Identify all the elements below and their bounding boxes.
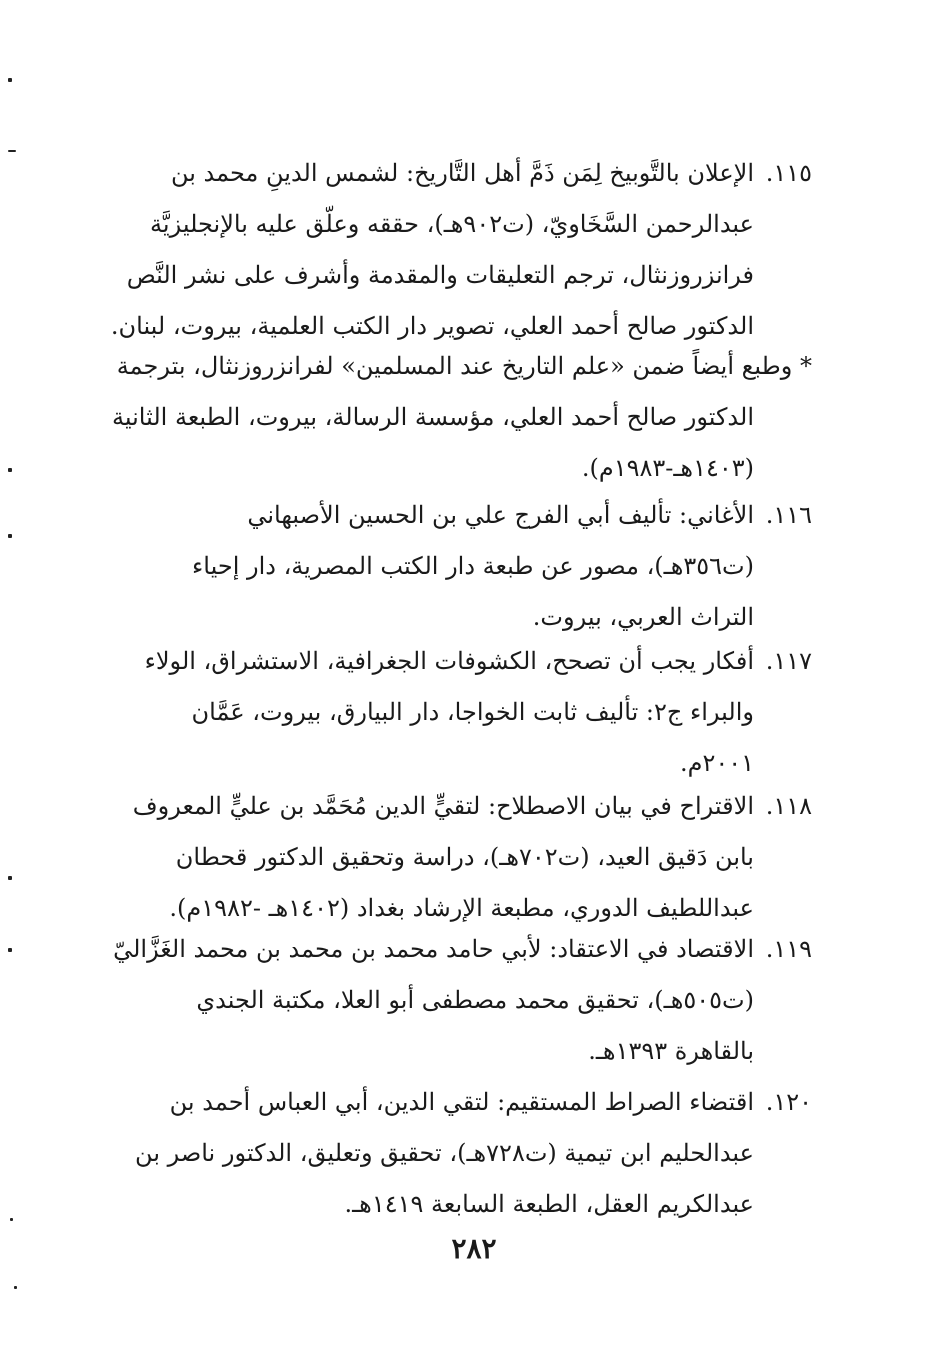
entry-line: أفكار يجب أن تصحح، الكشوفات الجغرافية، الاستشراق، الولاء — [144, 647, 754, 675]
entry-line: (ت٣٥٦هـ)، مصور عن طبعة دار الكتب المصرية، دار إحياء — [192, 552, 754, 580]
note-line: (١٤٠٣هـ-١٩٨٣م). — [581, 454, 754, 482]
entry-line: الاقتراح في بيان الاصطلاح: لتقيٍّ الدين مُحَمَّد بن عليٍّ المعروف — [132, 792, 754, 820]
entry-line: بالقاهرة ١٣٩٣هـ. — [588, 1037, 754, 1065]
note-line: * وطبع أيضاً ضمن «علم التاريخ عند المسلمين» لفرانزروزنثال، بترجمة — [116, 352, 812, 380]
entry-line: اقتضاء الصراط المستقيم: لتقي الدين، أبي العباس أحمد بن — [169, 1088, 754, 1116]
entry-line: فرانزروزنثال، ترجم التعليقات والمقدمة وأشرف على نشر النَّص — [126, 261, 754, 289]
scan-speck — [8, 150, 16, 152]
scan-speck — [8, 876, 12, 880]
entry-line: بابن دَقيق العيد، (ت٧٠٢هـ)، دراسة وتحقيق الدكتور قحطان — [175, 843, 754, 871]
bibliography-entry-119 — [108, 924, 812, 1077]
note-line: الدكتور صالح أحمد العلي، مؤسسة الرسالة، بيروت، الطبعة الثانية — [112, 403, 754, 431]
bibliography-entry-120 — [108, 1077, 812, 1230]
entry-number: ١١٦. — [765, 501, 812, 529]
entry-number: ١٢٠. — [765, 1088, 812, 1116]
entry-line: ٢٠٠١م. — [679, 749, 754, 777]
entry-line: والبراء ج٢: تأليف ثابت الخواجا، دار البيارق، بيروت، عَمَّان — [191, 698, 754, 726]
scan-speck — [8, 534, 12, 538]
bibliography-entry-115 — [108, 148, 812, 352]
entry-line: عبدالحليم ابن تيمية (ت٧٢٨هـ)، تحقيق وتعليق، الدكتور ناصر بن — [135, 1139, 754, 1167]
entry-line: عبدالكريم العقل، الطبعة السابعة ١٤١٩هـ. — [344, 1190, 754, 1218]
entry-line: (ت٥٠٥هـ)، تحقيق محمد مصطفى أبو العلا، مكتبة الجندي — [196, 986, 754, 1014]
entry-line: عبدالرحمن السَّخَاويّ، (ت٩٠٢هـ)، حققه وعلّق عليه بالإنجليزيَّة — [150, 210, 754, 238]
entry-note — [108, 341, 812, 494]
entry-line: الإعلان بالتَّوبيخ لِمَن ذَمَّ أهل التَّاريخ: لشمس الدينِ محمد بن — [170, 159, 754, 187]
entry-number: ١١٩. — [765, 935, 812, 963]
entry-line: الدكتور صالح أحمد العلي، تصوير دار الكتب العلمية، بيروت، لبنان. — [110, 312, 754, 340]
scan-speck — [8, 468, 12, 472]
entry-number: ١١٨. — [765, 792, 812, 820]
scan-speck — [8, 948, 12, 952]
entry-line: عبداللطيف الدوري، مطبعة الإرشاد بغداد (١٤٠٢هـ -١٩٨٢م). — [169, 894, 754, 922]
entry-line: الاقتصاد في الاعتقاد: لأبي حامد محمد بن محمد بن محمد الغَزَّاليّ — [113, 935, 754, 963]
scan-speck — [14, 1286, 17, 1289]
bibliography-entry-117 — [108, 636, 812, 789]
entry-number: ١١٥. — [765, 159, 812, 187]
scan-speck — [10, 1218, 13, 1221]
bibliography-entry-116 — [108, 490, 812, 643]
entry-line: التراث العربي، بيروت. — [532, 603, 754, 631]
scan-speck — [8, 78, 12, 82]
entry-line: الأغاني: تأليف أبي الفرج علي بن الحسين الأصبهاني — [247, 501, 754, 529]
page-number: ٢٨٢ — [451, 1232, 497, 1265]
entry-number: ١١٧. — [765, 647, 812, 675]
bibliography-entry-118 — [108, 781, 812, 934]
